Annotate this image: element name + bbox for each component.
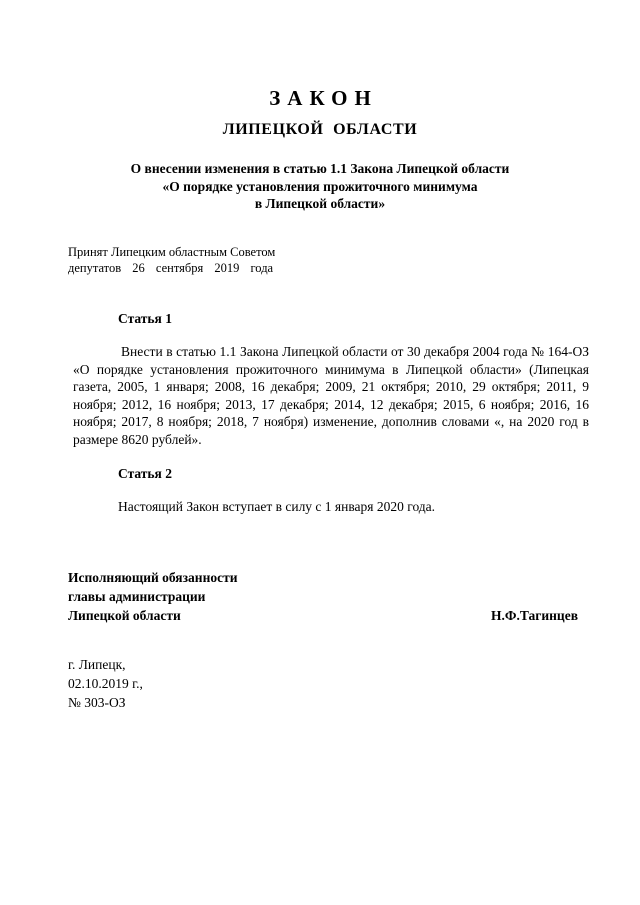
law-subject bbox=[0, 160, 640, 213]
signer-position-line-3: Липецкой области bbox=[68, 608, 181, 623]
article-2-heading: Статья 2 bbox=[118, 466, 172, 481]
subject-line-1: О внесении изменения в статью 1.1 Закона Липецкой области bbox=[130, 161, 510, 176]
subject-line-2: «О порядке установления прожиточного минимума bbox=[162, 178, 478, 194]
subject-line-3: в Липецкой области» bbox=[254, 196, 386, 211]
signer-position-line-2: главы администрации bbox=[68, 589, 206, 604]
article-1-heading: Статья 1 bbox=[118, 311, 172, 326]
issue-place: г. Липецк, bbox=[68, 657, 126, 672]
issue-number: № 303-ОЗ bbox=[68, 695, 126, 710]
adoption-note bbox=[68, 244, 275, 276]
article-2-text: Настоящий Закон вступает в силу с 1 января 2020 года. bbox=[118, 499, 436, 514]
adoption-line-1: Принят Липецким областным Советом bbox=[68, 245, 276, 259]
region-title: ЛИПЕЦКОЙ ОБЛАСТИ bbox=[222, 121, 418, 138]
article-1-text: Внести в статью 1.1 Закона Липецкой области от 30 декабря 2004 года № 164-ОЗ «О порядке установления прожиточного минимума в Липецкой области» (Липецкая газета, 2005, 1 января; 2008, 16 декабря; 2009, 21 октября; 2010, 29 октября; 2011, 9 ноября; 2012, 16 ноября; 2013, 17 декабря; 2014, 12 декабря; 2015, 6 ноября; 2016, 16 ноября; 2017, 8 ноября; 2018, 7 ноября) изменение, дополнив словами «, на 2020 год в размере 8620 рублей». bbox=[73, 344, 589, 447]
issue-details bbox=[68, 655, 143, 712]
document-title: ЗАКОН bbox=[269, 86, 378, 110]
adoption-line-2: депутатов 26 сентября 2019 года bbox=[68, 261, 274, 275]
signature-block bbox=[68, 568, 578, 625]
signer-name: Н.Ф.Тагинцев bbox=[490, 608, 578, 623]
issue-date: 02.10.2019 г., bbox=[68, 676, 143, 691]
signer-position-line-1: Исполняющий обязанности bbox=[68, 570, 238, 585]
